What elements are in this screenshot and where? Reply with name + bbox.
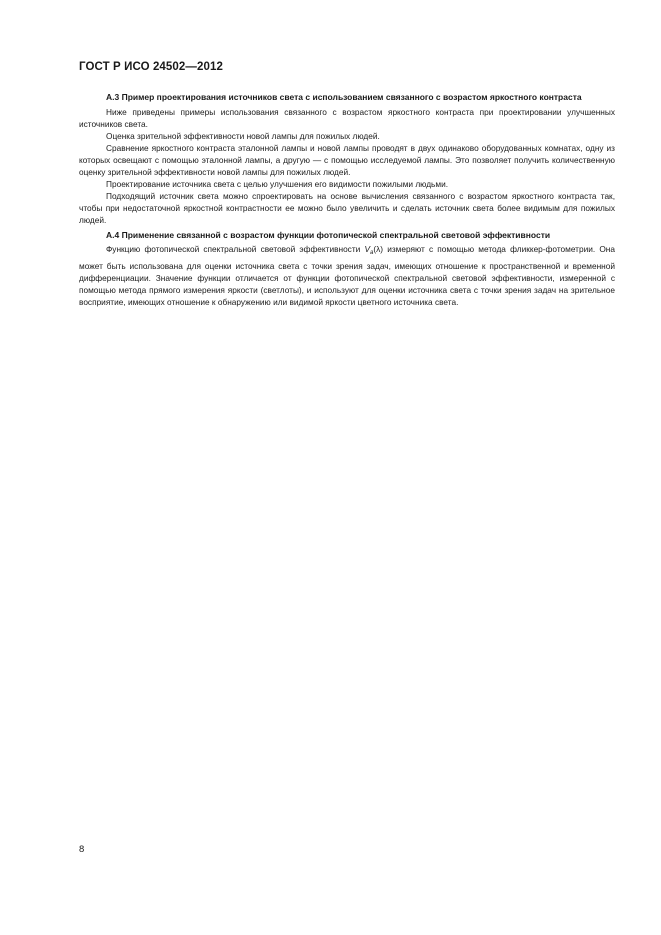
paragraph: Подходящий источник света можно спроектировать на основе вычисления связанного с возрастом яркостного контраста так, чтобы при недостаточной яркостной контрастности ее можно было увеличить и сделать источник света более видимым для пожилых людей. (79, 190, 615, 225)
formula-subscript: a (370, 250, 374, 257)
page-number: 8 (79, 844, 85, 855)
paragraph: Ниже приведены примеры использования связанного с возрастом яркостного контраста при проектировании улучшенных источников света. (79, 106, 615, 129)
formula-symbol: V (364, 244, 370, 255)
paragraph: Оценка зрительной эффективности новой лампы для пожилых людей. (106, 130, 380, 141)
paragraph: Проектирование источника света с целью улучшения его видимости пожилыми людьми. (106, 178, 449, 189)
paragraph: Сравнение яркостного контраста эталонной лампы и новой лампы проводят в двух одинаково оборудованных комнатах, одну из которых освещают с помощью эталонной лампы, а другую — с помощью исследуемой лампы. Это позволяет получить количественную оценку зрительной эффективности новой лампы для пожилых людей. (79, 142, 615, 177)
formula-argument: (λ) (373, 244, 384, 255)
paragraph-with-formula (79, 243, 615, 307)
paragraph-text-end: измеряют с помощью метода фликкер-фотометрии. Она может быть использована для оценки источника света с точки зрения задач, имеющих отношение к пространственной и временной дифференциации. Значение функции отличается от функции фотопической спектральной световой эффективности, измеренной с помощью метода прямого измерения яркости (светлоты), и используют для оценки источника света с точки зрения задач на зрительное восприятие, имеющих отношение к обнаружению или видимой яркости цветного источника света. (79, 244, 615, 307)
document-body (79, 92, 615, 308)
paragraph-text-start: Функцию фотопической спектральной световой эффективности (106, 244, 365, 255)
document-header: ГОСТ Р ИСО 24502—2012 (79, 61, 224, 73)
section-title-a3: А.3 Пример проектирования источников света с использованием связанного с возрастом яркостного контраста (106, 92, 582, 102)
section-title-a4: А.4 Применение связанной с возрастом функции фотопической спектральной световой эффективности (106, 229, 551, 240)
formula-v-lambda (364, 244, 374, 257)
